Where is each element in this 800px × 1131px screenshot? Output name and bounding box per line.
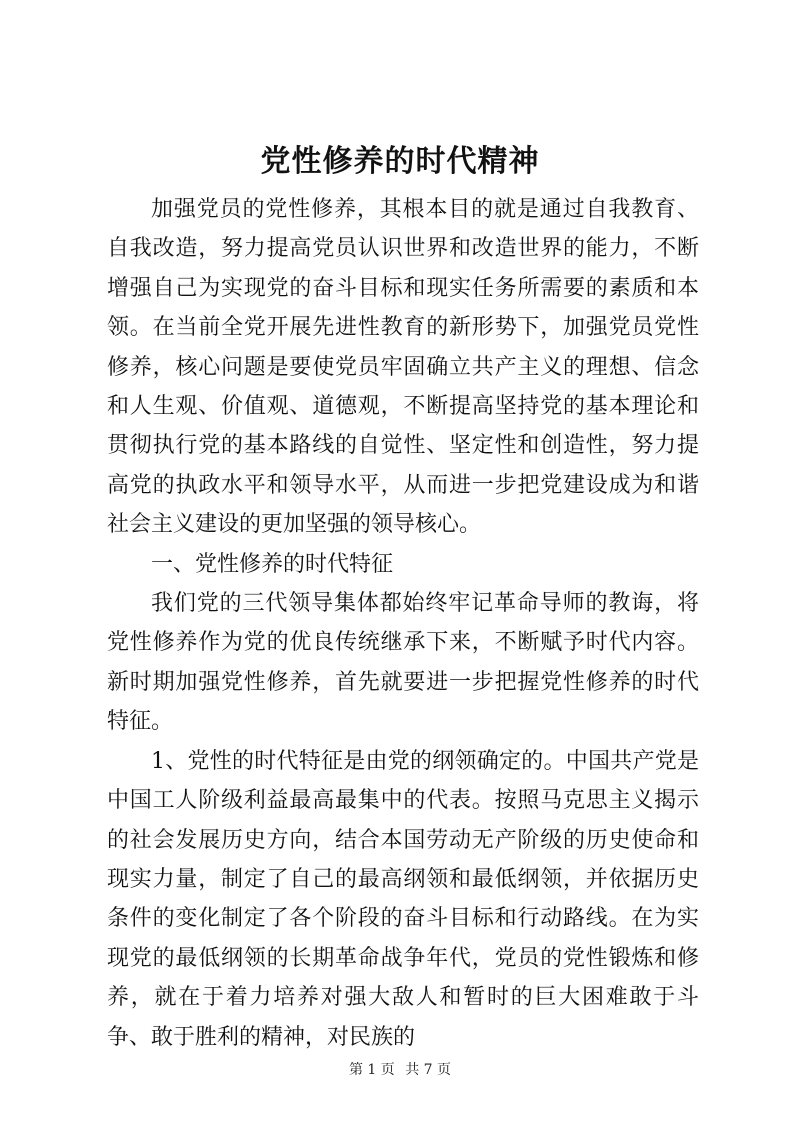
paragraph-intro: 加强党员的党性修养，其根本目的就是通过自我教育、自我改造，努力提高党员认识世界和改造世界的能力，不断增强自己为实现党的奋斗目标和现实任务所需要的素质和本领。在当前全党开展先进性教育的新形势下，加强党员党性修养，核心问题是要使党员牢固确立共产主义的理想、信念和人生观、价值观、道德观，不断提高坚持党的基本理论和贯彻执行党的基本路线的自觉性、坚定性和创造性，努力提高党的执政水平和领导水平，从而进一步把党建设成为和谐社会主义建设的更加坚强的领导核心。 (107, 197, 699, 538)
paragraph-section-intro: 我们党的三代领导集体都始终牢记革命导师的教诲，将党性修养作为党的优良传统继承下来，不断赋予时代内容。新时期加强党性修养，首先就要进一步把握党性修养的时代特征。 (107, 591, 699, 735)
section-heading: 一、党性修养的时代特征 (151, 551, 394, 577)
document-body (107, 190, 699, 1057)
paragraph-point-1: 1、党性的时代特征是由党的纲领确定的。中国共产党是中国工人阶级利益最高最集中的代表。按照马克思主义揭示的社会发展历史方向，结合本国劳动无产阶级的历史使命和现实力量，制定了自己的最高纲领和最低纲领，并依据历史条件的变化制定了各个阶段的奋斗目标和行动路线。在为实现党的最低纲领的长期革命战争年代，党员的党性锻炼和修养，就在于着力培养对强大敌人和暂时的巨大困难敢于斗争、敢于胜利的精神，对民族的 (107, 748, 699, 1050)
page-number-current: 第 1 页 (348, 1062, 395, 1078)
document-title: 党性修养的时代精神 (260, 144, 540, 179)
page-number-total: 共 7 页 (405, 1062, 452, 1078)
page-footer (0, 1060, 800, 1080)
